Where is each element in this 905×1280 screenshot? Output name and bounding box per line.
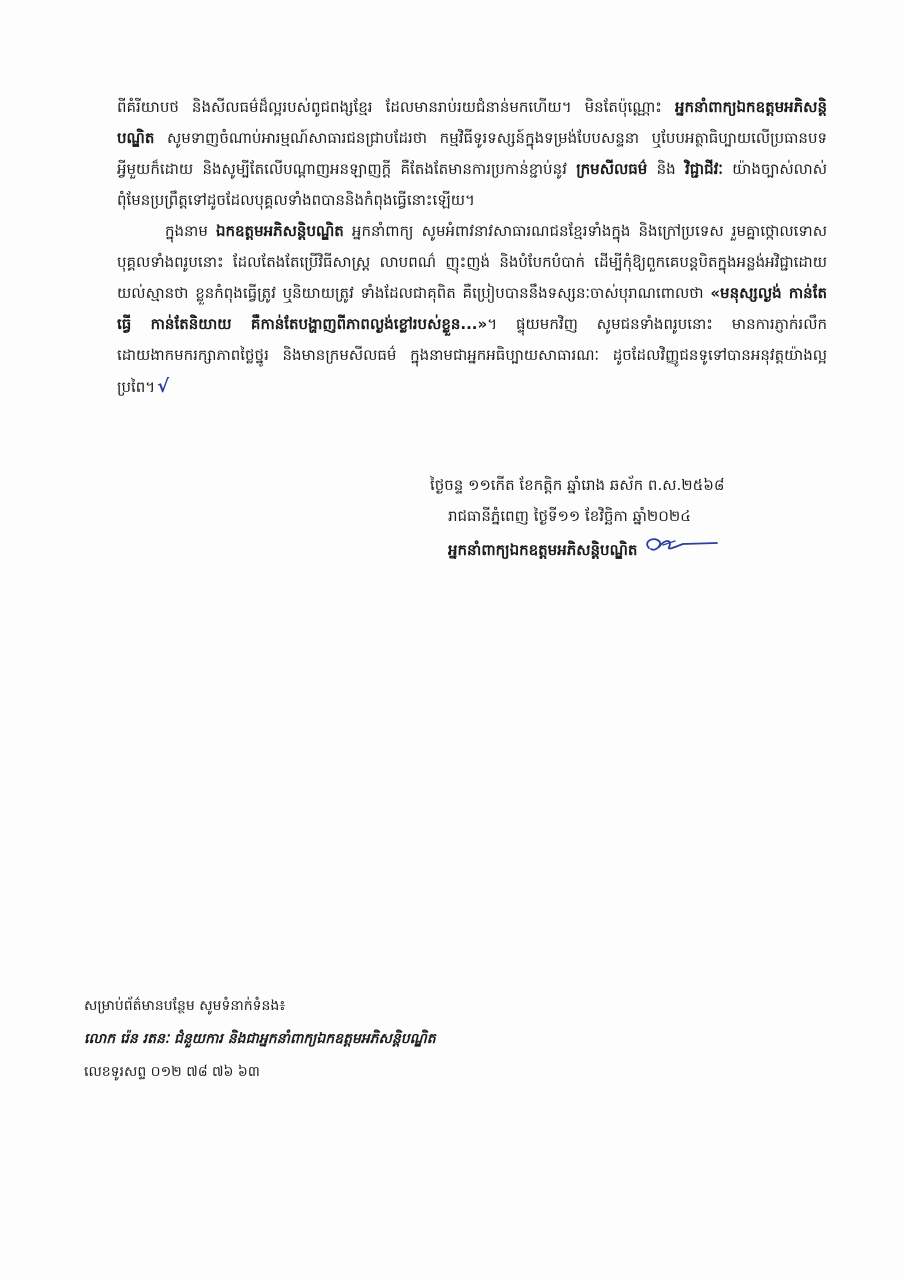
p1-bold-spokesperson: អ្នកនាំពាក្យឯកឧត្តមអភិសន្តិបណ្ឌិត xyxy=(117,98,827,147)
p1-text-4: យ៉ាងច្បាស់លាស់ ពុំមែនប្រព្រឹត្តទៅដូចដែលបុគ្គលទាំងពបាននិងកំពុងធ្វើនោះឡើយ។ xyxy=(117,160,827,209)
contact-phone: លេខទូរសព្ទ ០១២ ៧៨ ៧៦ ៦៣ xyxy=(84,1064,260,1080)
place-date: រាជធានីភ្នំពេញ ថ្ងៃទី១១ ខែវិច្ឆិកា ឆ្នាំ២០២៤ xyxy=(448,507,691,525)
contact-intro: សម្រាប់ព័ត៌មានបន្ថែម សូមទំនាក់ទំនង៖ xyxy=(84,998,286,1014)
p2-bold-title: ឯកឧត្តមអភិសន្តិបណ្ឌិត xyxy=(215,222,344,240)
signatory-line xyxy=(448,532,840,569)
p2-text-1: ក្នុងនាម xyxy=(165,222,216,240)
check-mark-icon: √ xyxy=(157,376,170,397)
signature-icon xyxy=(639,532,719,569)
letter-body xyxy=(117,92,827,403)
p1-text-1: ពីគំរីយាបថ និងសីលធម៌ដ៏ល្អរបស់ពូជពង្សខ្មែរ ដែលមានរាប់រយជំនាន់មកហើយ។ មិនតែប៉ុណ្ណោះ xyxy=(117,98,675,116)
p1-bold-ethics: ក្រមសីលធម៌ xyxy=(576,160,648,178)
contact-name: លោក រ៉េន រតនៈ ជំនួយការ និងជាអ្នកនាំពាក្យឯកឧត្តមអភិសន្តិបណ្ឌិត xyxy=(84,1031,436,1047)
date-signature-block xyxy=(420,470,840,569)
paragraph-1 xyxy=(117,92,827,216)
p1-text-3: និង xyxy=(647,160,686,178)
contact-block xyxy=(84,990,844,1089)
p1-bold-profession: វិជ្ជាជីវៈ xyxy=(685,160,723,178)
p1-text-2: សូមទាញចំណាប់អារម្មណ៍សាធារជនជ្រាបដែរថា កម្មវិធីទូរទស្សន៍ក្នុងទម្រង់បែបសន្ទនា ឬបែបអត្ថាធិប្បាយលើប្រធានបទអ្វីមួយក៏ដោយ និងសូម្បីតែលើបណ្ដាញអនឡាញក្ដី គឺតែងតែមានការប្រកាន់ខ្ជាប់នូវ xyxy=(117,129,827,178)
p2-text-2: អ្នកនាំពាក្យ សូមអំពាវនាវសាធារណជនខ្មែរទាំងក្នុង និងក្រៅប្រទេស រួមគ្នាថ្កោលទោសបុគ្គលទាំងពរូបនោះ ដែលតែងតែប្រើវិធីសាស្ត្រ លាបពណ៌ ញុះញង់ និងបំបែកបំបាក់ ដើម្បីកុំឱ្យពួកគេបន្តបិតក្នុងអន្លង់អវិជ្ជាដោយយល់ស្មានថា ខ្លួនកំពុងធ្វើត្រូវ ឬនិយាយត្រូវ ទាំងដែលជាគុពិត គឺប្រៀបបាននឹងទស្សនៈចាស់បុរាណពោលថា xyxy=(117,222,827,302)
p2-text-3: ។ ផ្ទុយមកវិញ សូមជនទាំងពរូបនោះ មានការភ្ញាក់រលឹក ដោយងាកមករក្សាភាពថ្លៃថ្នូរ និងមានក្រមសីលធម៌ ក្នុងនាមជាអ្នកអធិប្បាយសាធារណៈ ដូចដែលវិញ្ញូជនទូទៅបានអនុវត្តយ៉ាងល្អប្រពៃ។ xyxy=(117,315,828,396)
lunar-date: ថ្ងៃចន្ទ ១១កើត ខែកត្តិក ឆ្នាំរោង ឆស័ក ព.ស.២៥៦៨ xyxy=(430,476,725,494)
p2-bold-quote: «មនុស្សល្ងង់ កាន់តែធ្វើ កាន់តែនិយាយ គឺកាន់តែបង្ហាញពីភាពល្ងង់ខ្លៅរបស់ខ្លួន...» xyxy=(117,284,827,333)
paragraph-2 xyxy=(117,216,827,403)
signatory-title: អ្នកនាំពាក្យឯកឧត្តមអភិសន្តិបណ្ឌិត xyxy=(448,541,638,559)
